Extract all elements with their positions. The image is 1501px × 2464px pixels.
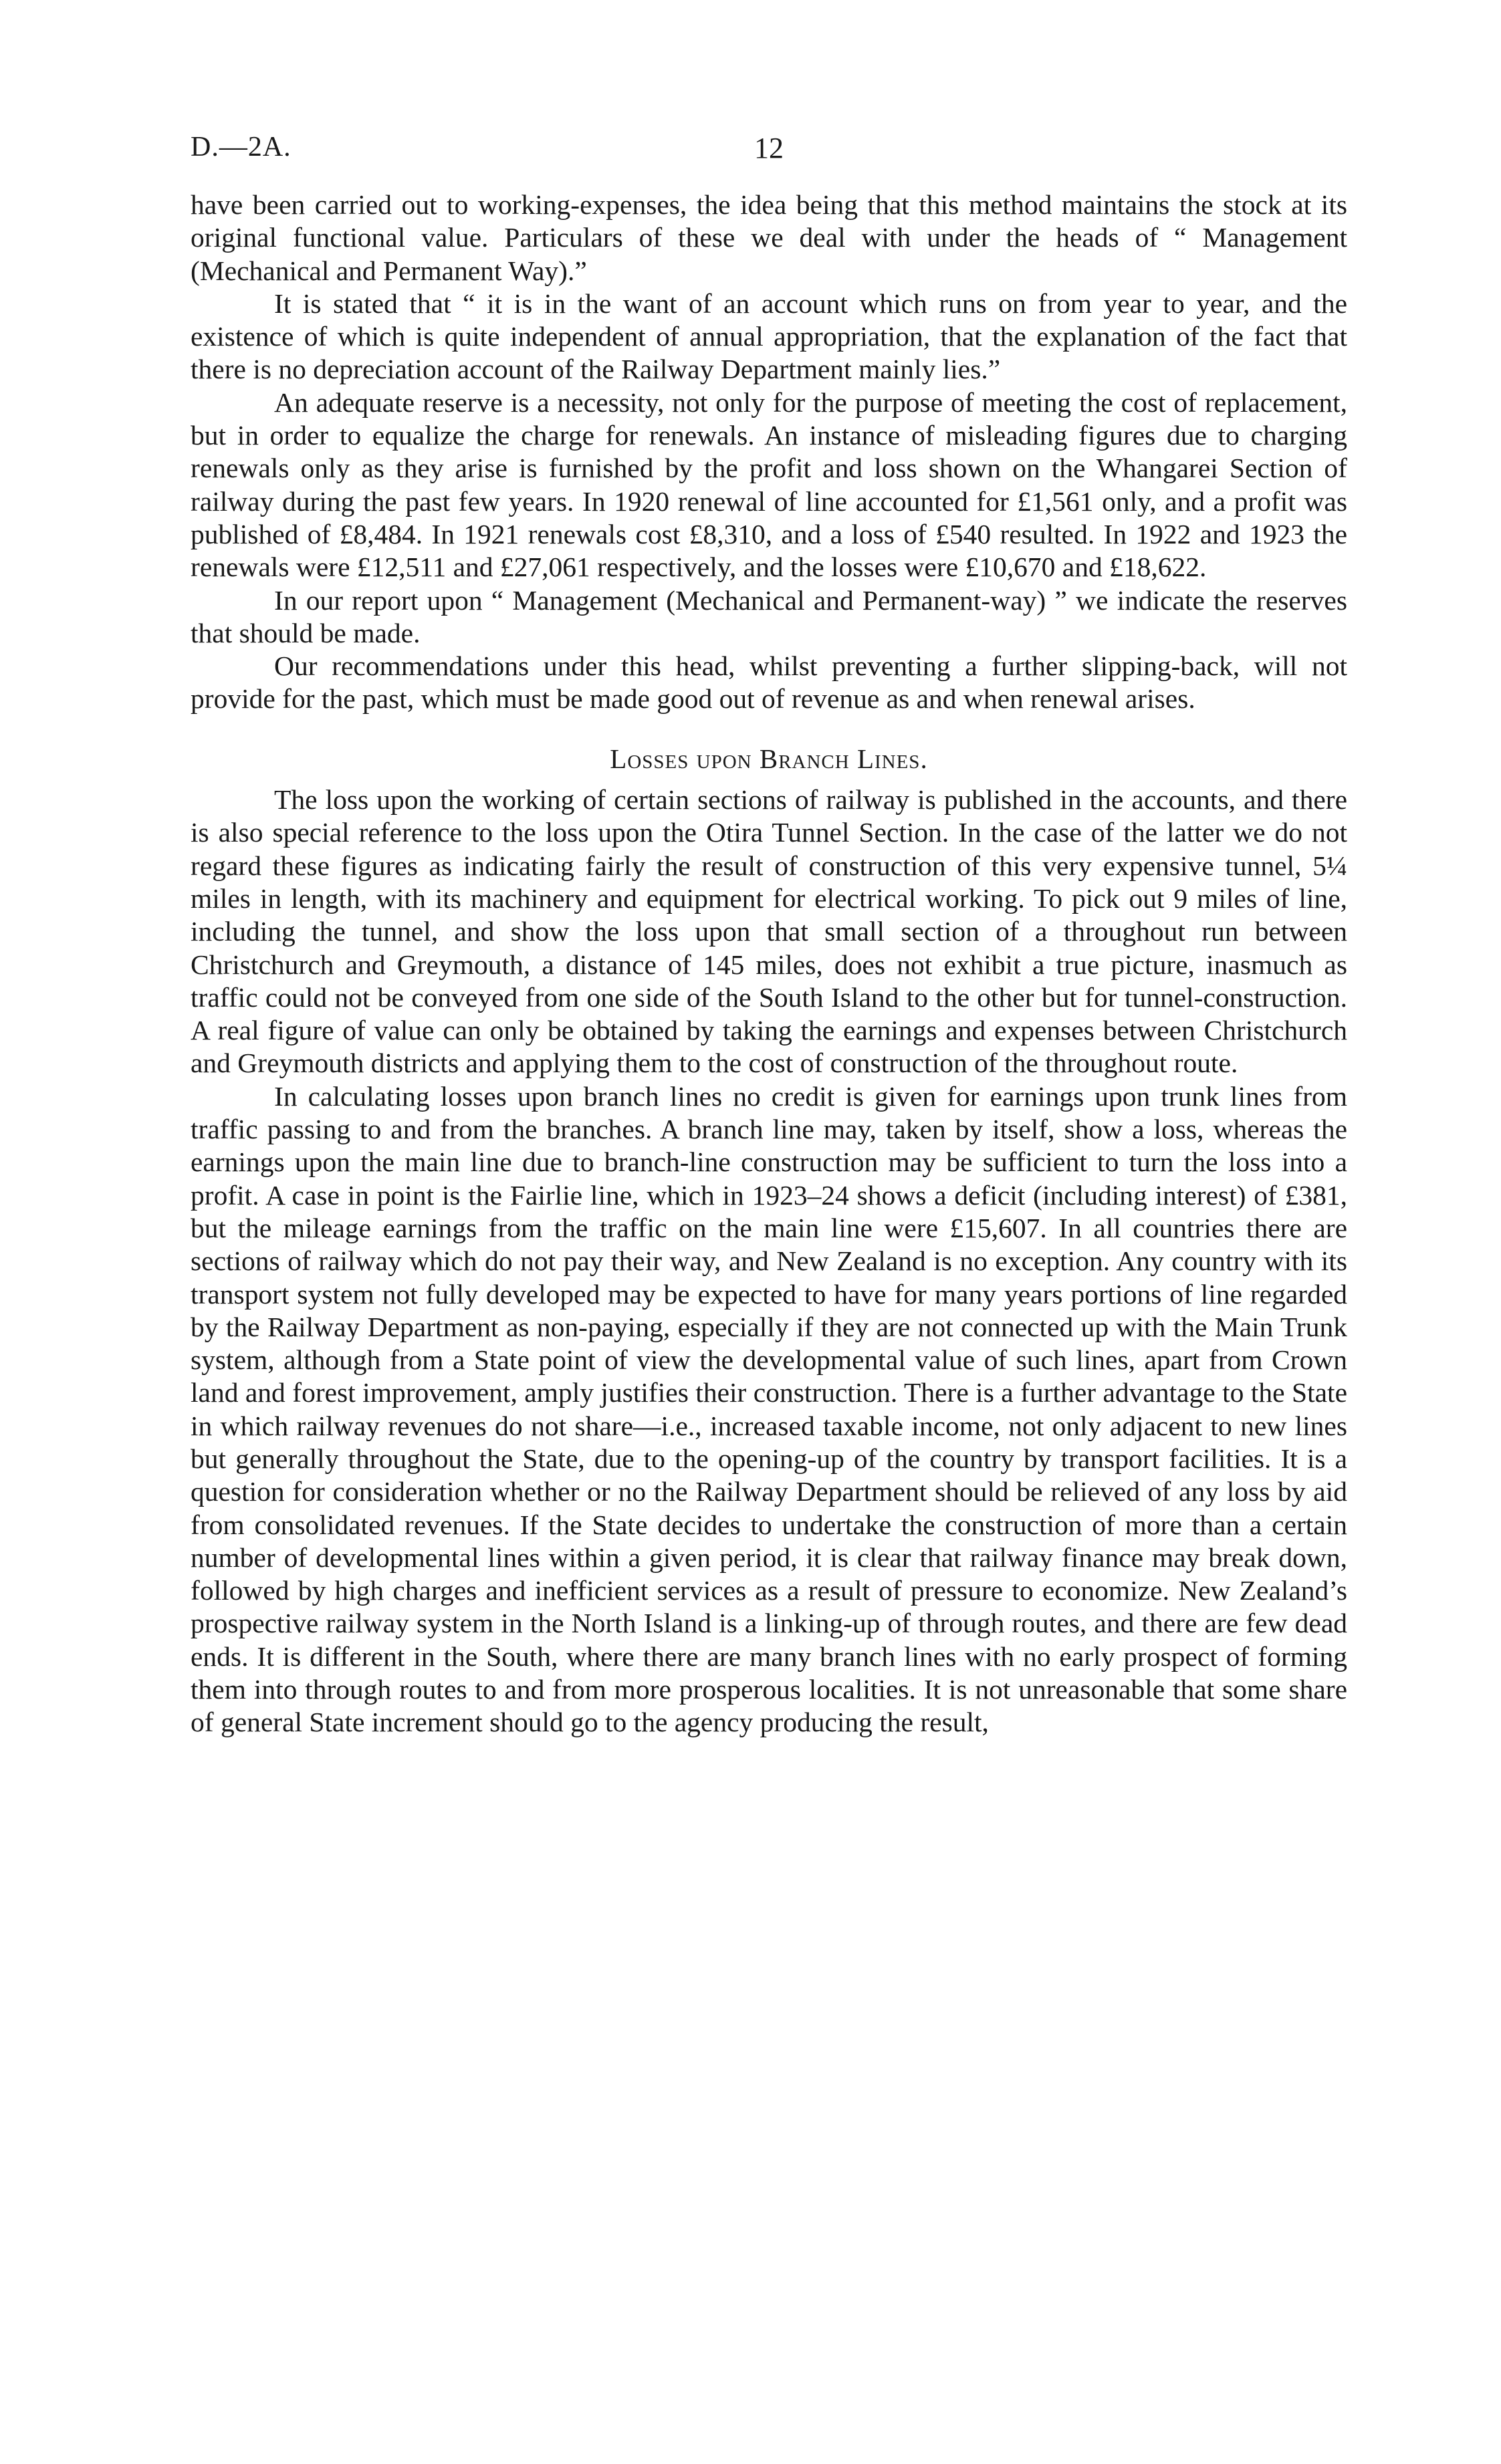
document-reference: D.—2A. [191, 132, 292, 162]
paragraph: An adequate reserve is a necessity, not only for the purpose of meeting the cost of replacement, but in order to equalize the charge for renewals. An instance of misleading figures due to charging renewals only as they arise is furnished by the profit and loss shown on the Whangarei Section of railway during the past few years. In 1920 renewal of line accounted for £1,561 only, and a profit was published of £8,484. In 1921 renewals cost £8,310, and a loss of £540 resulted. In 1922 and 1923 the renewals were £12,511 and £27,061 respectively, and the losses were £10,670 and £18,622. [191, 386, 1347, 583]
paragraph: In our report upon “ Management (Mechanical and Permanent-way) ” we indicate the reserves that should be made. [191, 584, 1347, 648]
paragraph: The loss upon the working of certain sections of railway is published in the accounts, and there is also special reference to the loss upon the Otira Tunnel Section. In the case of the latter we do not regard these figures as indicating fairly the result of construction of this very expensive tunnel, 5¼ miles in length, with its machinery and equipment for electrical working. To pick out 9 miles of line, including the tunnel, and show the loss upon that small section of a throughout run between Christchurch and Greymouth, a distance of 145 miles, does not exhibit a true picture, inasmuch as traffic could not be conveyed from one side of the South Island to the other but for tunnel-construction. A real figure of value can only be obtained by taking the earnings and expenses between Christchurch and Greymouth districts and applying them to the cost of construction of the throughout route. [191, 784, 1347, 1079]
body-text [191, 189, 1347, 1739]
page-header [191, 131, 1347, 171]
paragraph: It is stated that “ it is in the want of an account which runs on from year to year, and the existence of which is quite independent of annual appropriation, that the explanation of the fact that there is no depreciation account of the Railway Department mainly lies.” [191, 287, 1347, 385]
paragraph: Our recommendations under this head, whilst preventing a further slipping-back, will not provide for the past, which must be made good out of revenue as and when renewal arises. [191, 650, 1347, 715]
paragraph: In calculating losses upon branch lines no credit is given for earnings upon trunk lines from traffic passing to and from the branches. A branch line may, taken by itself, show a loss, whereas the earnings upon the main line due to branch-line construction may be sufficient to turn the loss into a profit. A case in point is the Fairlie line, which in 1923–24 shows a deficit (including interest) of £381, but the mileage earnings from the traffic on the main line were £15,607. In all countries there are sections of railway which do not pay their way, and New Zealand is no exception. Any country with its transport system not fully developed may be expected to have for many years portions of line regarded by the Railway Department as non-paying, especially if they are not connected up with the Main Trunk system, although from a State point of view the developmental value of such lines, apart from Crown land and forest improvement, amply justifies their construction. There is a further advantage to the State in which railway revenues do not share—i.e., increased taxable income, not only adjacent to new lines but generally throughout the State, due to the opening-up of the country by transport facilities. It is a question for consideration whether or no the Railway Department should be relieved of any loss by aid from consolidated revenues. If the State decides to undertake the construction of more than a certain number of developmental lines within a given period, it is clear that railway finance may break down, followed by high charges and inefficient services as a result of pressure to economize. New Zealand’s prospective railway system in the North Island is a linking-up of through routes, and there are few dead ends. It is different in the South, where there are many branch lines with no early prospect of forming them into through routes to and from more prosperous localities. It is not unreasonable that some share of general State increment should go to the agency producing the result, [191, 1080, 1347, 1738]
paragraph-continuation: have been carried out to working-expenses, the idea being that this method maintains the stock at its original functional value. Particulars of these we deal with under the heads of “ Management (Mechanical and Permanent Way).” [191, 189, 1347, 286]
section-heading: Losses upon Branch Lines. [610, 743, 928, 774]
page-number: 12 [754, 132, 784, 164]
